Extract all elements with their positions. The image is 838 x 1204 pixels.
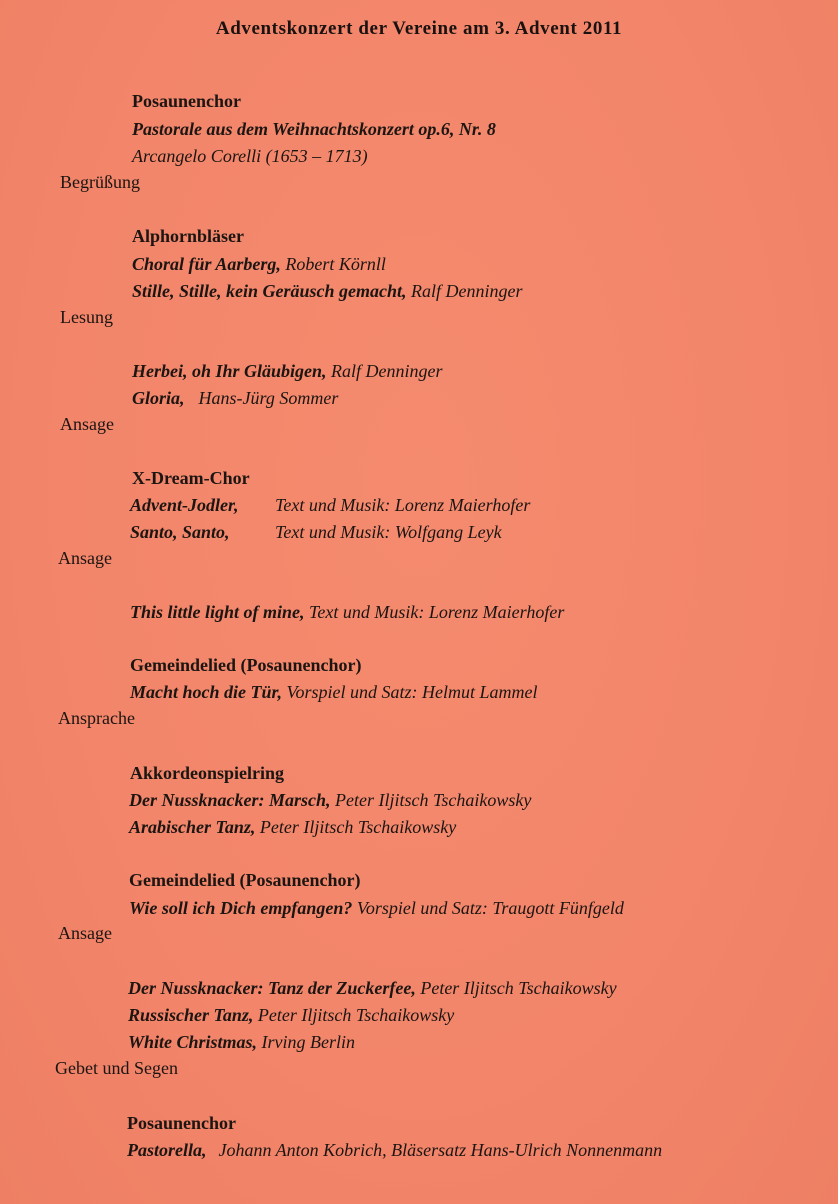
program-item: Ansprache [58,708,135,728]
piece-title: Advent-Jodler, [130,495,239,515]
piece-title: Der Nussknacker: Tanz der Zuckerfee, [128,978,416,998]
composer-line: Arcangelo Corelli (1653 – 1713) [132,146,368,166]
piece-line [128,1031,355,1053]
group-heading: Alphornbläser [132,226,245,246]
piece-line [132,280,523,302]
composer: Text und Musik: Lorenz Maierhofer [304,602,565,622]
piece-title: Wie soll ich Dich empfangen? [129,898,353,918]
piece-title: Pastorale aus dem Weihnachtskonzert op.6, Nr. 8 [132,119,496,139]
piece-title: Stille, Stille, kein Geräusch gemacht, [132,281,407,301]
program-item: Ansage [58,923,112,943]
piece-title: This little light of mine, [130,602,305,622]
composer: Hans-Jürg Sommer [198,388,339,408]
piece-line [128,977,617,999]
piece-title: Macht hoch die Tür, [130,682,283,702]
composer: Peter Iljitsch Tschaikowsky [253,1005,455,1025]
piece-title: Russischer Tanz, [128,1005,254,1025]
piece-line [130,521,502,543]
piece-title: Der Nussknacker: Marsch, [129,790,331,810]
program-item: Ansage [58,548,112,568]
composer: Text und Musik: Wolfgang Leyk [275,522,502,542]
program-item: Lesung [60,307,113,327]
composer: Vorspiel und Satz: Helmut Lammel [282,682,538,702]
composer: Ralf Denninger [326,361,443,381]
group-heading: Akkordeonspielring [130,763,285,783]
piece-title: White Christmas, [128,1032,258,1052]
composer: Text und Musik: Lorenz Maierhofer [275,495,531,515]
piece-line [129,816,456,838]
group-heading: Posaunenchor [132,91,242,111]
program-item: Ansage [60,414,114,434]
composer: Vorspiel und Satz: Traugott Fünfgeld [352,898,624,918]
group-heading: Gemeindelied (Posaunenchor) [129,870,361,890]
program-item: Begrüßung [60,172,140,192]
piece-title: Pastorella, [127,1140,207,1160]
piece-title: Gloria, [132,388,185,408]
group-heading: X-Dream-Chor [132,468,250,488]
piece-line [132,118,496,140]
group-heading: Posaunenchor [127,1113,237,1133]
piece-line [129,789,531,811]
piece-title: Choral für Aarberg, [132,254,281,274]
piece-line [132,360,443,382]
piece-line [132,253,386,275]
composer: Ralf Denninger [406,281,523,301]
group-heading: Gemeindelied (Posaunenchor) [130,655,362,675]
piece-line [129,897,624,919]
program-item: Gebet und Segen [55,1058,178,1078]
piece-line [127,1139,662,1161]
piece-line [132,387,338,409]
composer: Peter Iljitsch Tschaikowsky [330,790,532,810]
piece-title: Santo, Santo, [130,522,230,542]
composer: Robert Körnll [280,254,386,274]
piece-line [130,681,538,703]
piece-line [130,601,564,623]
piece-line [130,494,531,516]
composer: Peter Iljitsch Tschaikowsky [255,817,457,837]
composer: Johann Anton Kobrich, Bläsersatz Hans-Ulrich Nonnenmann [218,1140,663,1160]
page-title: Adventskonzert der Vereine am 3. Advent 2011 [215,18,623,39]
composer: Peter Iljitsch Tschaikowsky [415,978,617,998]
piece-title: Herbei, oh Ihr Gläubigen, [132,361,327,381]
piece-title: Arabischer Tanz, [129,817,256,837]
composer: Irving Berlin [257,1032,356,1052]
piece-line [128,1004,454,1026]
